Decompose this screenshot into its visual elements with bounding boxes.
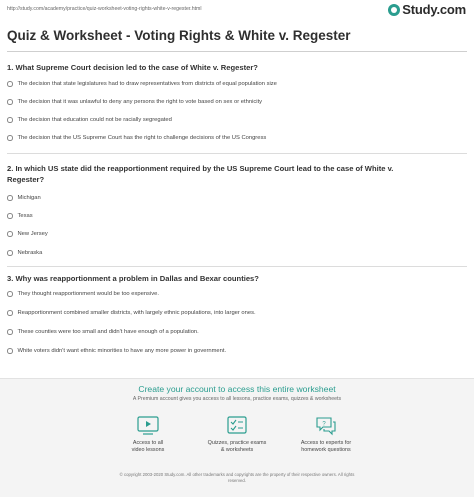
question-text: 3. Why was reapportionment a problem in Dallas and Bexar counties? xyxy=(7,274,259,283)
radio-icon[interactable] xyxy=(7,231,13,237)
top-bar xyxy=(0,0,474,20)
answer-label: New Jersey xyxy=(17,231,48,237)
question-text-line: 2. In which US state did the reapportionment required by the US Supreme Court lead to the case of White v. xyxy=(7,164,394,173)
feature-label-line: homework questions xyxy=(301,447,351,453)
title-divider xyxy=(7,51,467,52)
radio-icon[interactable] xyxy=(7,348,13,354)
feature-label-line: Access to experts for xyxy=(300,440,352,446)
feature-label-line: & worksheets xyxy=(220,447,254,453)
answer-option[interactable] xyxy=(7,97,262,107)
feature-label xyxy=(108,440,188,454)
feature-label-line: Access to all xyxy=(132,440,164,446)
question-text-line: Regester? xyxy=(7,174,45,184)
answer-label: They thought reapportionment would be too expensive. xyxy=(17,291,159,297)
question-1 xyxy=(7,63,467,141)
answer-option[interactable] xyxy=(7,133,266,143)
question-divider xyxy=(7,266,467,267)
feature-label xyxy=(286,440,366,454)
answer-option[interactable] xyxy=(7,79,277,89)
radio-icon[interactable] xyxy=(7,117,13,123)
answer-label: The decision that it was unlawful to deny any persons the right to vote based on sex or ethnicity xyxy=(17,99,263,105)
answer-label: White voters didn't want ethnic minorities to have any more power in government. xyxy=(17,348,227,354)
radio-icon[interactable] xyxy=(7,291,13,297)
answer-option[interactable] xyxy=(7,248,42,258)
radio-icon[interactable] xyxy=(7,99,13,105)
question-divider xyxy=(7,153,467,154)
answer-label: The decision that the US Supreme Court has the right to challenge decisions of the US Congress xyxy=(17,135,267,141)
answer-option[interactable] xyxy=(7,346,226,356)
copyright-footer xyxy=(0,472,474,484)
radio-icon[interactable] xyxy=(7,213,13,219)
study-logo[interactable] xyxy=(388,2,466,17)
feature-experts xyxy=(286,416,366,454)
radio-icon[interactable] xyxy=(7,135,13,141)
answer-option[interactable] xyxy=(7,115,172,125)
answer-label: These counties were too small and didn't have enough of a population. xyxy=(17,329,199,335)
footer-line: reserved. xyxy=(228,478,246,483)
radio-icon[interactable] xyxy=(7,250,13,256)
svg-text:?: ? xyxy=(322,421,326,428)
footer-line: © copyright 2003-2020 Study.com. All other trademarks and copyrights are the property of their respective owners. All rights xyxy=(119,472,355,477)
radio-icon[interactable] xyxy=(7,195,13,201)
promo-title[interactable]: Create your account to access this entire worksheet xyxy=(138,384,336,394)
radio-icon[interactable] xyxy=(7,329,13,335)
page-url: http://study.com/academy/practice/quiz-worksheet-voting-rights-white-v-regester.html xyxy=(7,6,202,12)
answer-option[interactable] xyxy=(7,193,41,203)
logo-text: Study.com xyxy=(402,2,466,17)
feature-label-line: Quizzes, practice exams xyxy=(207,440,267,446)
feature-quizzes xyxy=(197,416,277,454)
page-title: Quiz & Worksheet - Voting Rights & White v. Regester xyxy=(7,28,351,43)
feature-label-line: video lessons xyxy=(131,447,165,453)
answer-option[interactable] xyxy=(7,308,256,318)
answer-label: The decision that state legislatures had to draw representatives from districts of equal population size xyxy=(17,81,277,87)
answer-option[interactable] xyxy=(7,211,33,221)
answer-label: Michigan xyxy=(17,195,41,201)
question-3 xyxy=(7,274,467,354)
question-text: 1. What Supreme Court decision led to the case of White v. Regester? xyxy=(7,63,258,72)
video-play-icon xyxy=(137,416,159,436)
expert-chat-icon xyxy=(315,416,337,436)
quiz-checklist-icon xyxy=(226,416,248,436)
promo-subtitle: A Premium account gives you access to all lessons, practice exams, quizzes & worksheets xyxy=(132,396,342,402)
answer-option[interactable] xyxy=(7,327,199,337)
feature-label xyxy=(197,440,277,454)
answer-label: The decision that education could not be racially segregated xyxy=(17,117,172,123)
answer-label: Reapportionment combined smaller districts, with largely ethnic populations, into larger ones. xyxy=(17,310,256,316)
question-2 xyxy=(7,164,467,256)
feature-video-lessons xyxy=(108,416,188,454)
question-text xyxy=(7,164,467,185)
radio-icon[interactable] xyxy=(7,310,13,316)
study-logo-icon xyxy=(388,4,400,16)
answer-label: Texas xyxy=(17,213,33,219)
answer-option[interactable] xyxy=(7,289,159,299)
answer-option[interactable] xyxy=(7,229,48,239)
premium-promo xyxy=(0,378,474,497)
radio-icon[interactable] xyxy=(7,81,13,87)
answer-label: Nebraska xyxy=(17,250,43,256)
